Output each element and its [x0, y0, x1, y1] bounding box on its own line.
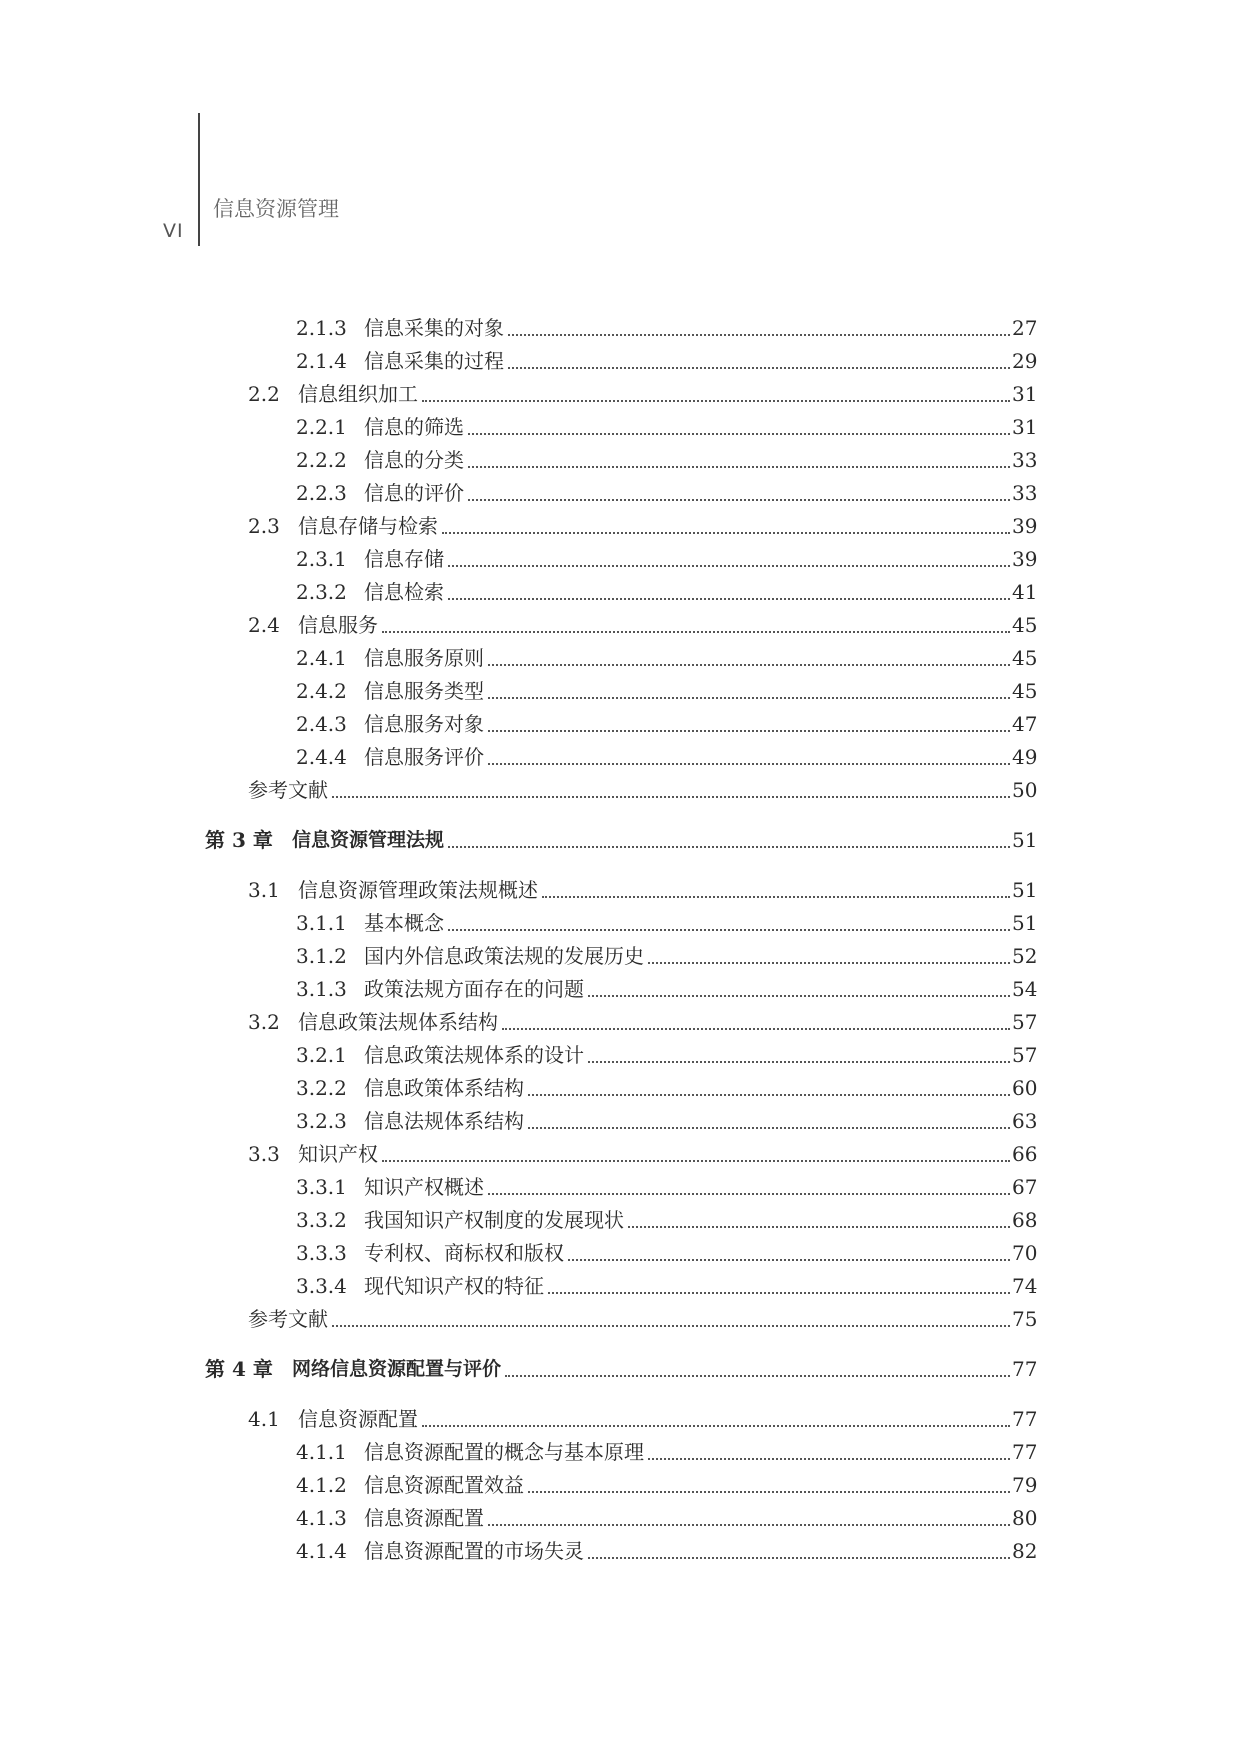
- toc-entry-label: [296, 543, 444, 576]
- toc-entry-page: 82: [1012, 1539, 1038, 1563]
- toc-entry-number: 4.1: [248, 1407, 280, 1431]
- toc-entry-title: 信息存储与检索: [298, 514, 438, 538]
- toc-entry-label: [248, 1138, 378, 1171]
- dot-leader: [528, 1490, 1010, 1493]
- toc-entry[interactable]: [0, 312, 1036, 345]
- toc-entry-number: 第 4 章: [205, 1357, 273, 1381]
- dot-leader: [568, 1258, 1010, 1261]
- toc-entry-number: 3.1.1: [296, 911, 347, 935]
- toc-entry-page: 63: [1012, 1109, 1038, 1133]
- toc-entry-number: 2.4.3: [296, 712, 347, 736]
- toc-entry-title: 信息的筛选: [364, 415, 464, 439]
- dot-leader: [588, 1556, 1010, 1559]
- dot-leader: [442, 531, 1010, 534]
- toc-entry-label: [248, 774, 328, 807]
- dot-leader: [382, 1159, 1010, 1162]
- toc-entry[interactable]: [0, 1006, 1036, 1039]
- toc-entry-page: 31: [1012, 415, 1038, 439]
- toc-entry-page: 39: [1012, 514, 1038, 538]
- header-divider: [198, 113, 200, 246]
- toc-entry-label: [296, 1072, 524, 1105]
- toc-entry-label: [296, 907, 444, 940]
- dot-leader: [588, 994, 1010, 997]
- toc-entry-number: 3.3.4: [296, 1274, 347, 1298]
- toc-entry-label: [205, 1353, 501, 1386]
- toc-entry-label: [296, 708, 484, 741]
- toc-entry-title: 信息服务类型: [364, 679, 484, 703]
- toc-entry[interactable]: [0, 1403, 1036, 1436]
- toc-entry[interactable]: [0, 477, 1036, 510]
- toc-entry-title: 信息资源管理法规: [292, 829, 445, 851]
- toc-entry-title: 信息法规体系结构: [364, 1109, 524, 1133]
- toc-entry-number: 2.3.1: [296, 547, 347, 571]
- toc-entry-label: [296, 1270, 544, 1303]
- toc-entry[interactable]: [0, 1502, 1036, 1535]
- toc-entry-number: 2.4.1: [296, 646, 347, 670]
- toc-entry-label: [296, 411, 464, 444]
- toc-entry-page: 45: [1012, 679, 1038, 703]
- dot-leader: [488, 729, 1010, 732]
- toc-entry[interactable]: [0, 510, 1036, 543]
- toc-entry-label: [296, 1469, 524, 1502]
- toc-entry-page: 29: [1012, 349, 1038, 373]
- dot-leader: [502, 1027, 1010, 1030]
- dot-leader: [548, 1291, 1010, 1294]
- dot-leader: [488, 1523, 1010, 1526]
- toc-entry-number: 3.3.1: [296, 1175, 347, 1199]
- toc-entry-page: 80: [1012, 1506, 1038, 1530]
- toc-entry-page: 39: [1012, 547, 1038, 571]
- toc-entry[interactable]: [0, 609, 1036, 642]
- dot-leader: [468, 465, 1010, 468]
- toc-entry[interactable]: [0, 1072, 1036, 1105]
- toc-entry-label: [248, 1006, 498, 1039]
- dot-leader: [508, 333, 1010, 336]
- toc-entry-label: [248, 1303, 328, 1336]
- toc-entry-number: 4.1.3: [296, 1506, 347, 1530]
- toc-entry[interactable]: [0, 378, 1036, 411]
- toc-entry-label: [296, 1039, 584, 1072]
- toc-entry-title: 信息资源配置的概念与基本原理: [364, 1440, 644, 1464]
- toc-entry[interactable]: [0, 741, 1036, 774]
- toc-entry-number: 第 3 章: [205, 828, 273, 852]
- toc-entry-label: [296, 444, 464, 477]
- toc-entry[interactable]: [0, 1204, 1036, 1237]
- toc-entry-label: [296, 312, 504, 345]
- toc-entry-title: 参考文献: [248, 1307, 328, 1331]
- toc-entry-title: 信息服务评价: [364, 745, 484, 769]
- dot-leader: [468, 432, 1010, 435]
- toc-entry-title: 基本概念: [364, 911, 444, 935]
- toc-entry-label: [296, 1535, 584, 1568]
- dot-leader: [528, 1093, 1010, 1096]
- toc-entry-label: [296, 1105, 524, 1138]
- toc-entry[interactable]: [0, 907, 1036, 940]
- toc-entry-number: 3.3.3: [296, 1241, 347, 1265]
- toc-entry[interactable]: [0, 444, 1036, 477]
- dot-leader: [448, 845, 1010, 848]
- toc-entry-page: 54: [1012, 977, 1038, 1001]
- toc-entry-title: 信息组织加工: [298, 382, 418, 406]
- toc-entry-title: 信息资源配置: [364, 1506, 484, 1530]
- toc-entry[interactable]: [0, 708, 1036, 741]
- toc-entry-number: 2.2.3: [296, 481, 347, 505]
- toc-chapter-entry[interactable]: [0, 1353, 1036, 1386]
- toc-entry[interactable]: [0, 1171, 1036, 1204]
- toc-entry-number: 4.1.4: [296, 1539, 347, 1563]
- toc-entry-title: 信息采集的对象: [364, 316, 504, 340]
- toc-entry-title: 信息服务对象: [364, 712, 484, 736]
- toc-entry-title: 信息政策法规体系结构: [298, 1010, 498, 1034]
- dot-leader: [332, 795, 1010, 798]
- toc-entry-label: [248, 874, 538, 907]
- dot-leader: [628, 1225, 1010, 1228]
- toc-entry[interactable]: [0, 1039, 1036, 1072]
- toc-entry-number: 3.3: [248, 1142, 280, 1166]
- toc-entry-page: 31: [1012, 382, 1038, 406]
- toc-entry-number: 3.2.3: [296, 1109, 347, 1133]
- toc-entry[interactable]: [0, 1436, 1036, 1469]
- toc-entry-title: 信息服务: [298, 613, 378, 637]
- toc-entry-page: 77: [1012, 1407, 1038, 1431]
- toc-entry-number: 3.1: [248, 878, 280, 902]
- toc-entry-label: [296, 477, 464, 510]
- toc-entry-title: 参考文献: [248, 778, 328, 802]
- toc-entry[interactable]: [0, 1535, 1036, 1568]
- toc-entry-title: 知识产权: [298, 1142, 378, 1166]
- toc-entry-number: 4.1.2: [296, 1473, 347, 1497]
- dot-leader: [448, 564, 1010, 567]
- toc-entry-number: 3.1.2: [296, 944, 347, 968]
- dot-leader: [488, 1192, 1010, 1195]
- toc-entry[interactable]: [0, 1138, 1036, 1171]
- toc-entry-title: 信息的分类: [364, 448, 464, 472]
- toc-entry-label: [248, 609, 378, 642]
- dot-leader: [422, 1424, 1010, 1427]
- toc-entry[interactable]: [0, 1270, 1036, 1303]
- toc-entry-number: 3.3.2: [296, 1208, 347, 1232]
- toc-entry-label: [296, 1171, 484, 1204]
- toc-entry[interactable]: [0, 345, 1036, 378]
- running-header: [0, 0, 1241, 260]
- dot-leader: [648, 961, 1010, 964]
- toc-entry-number: 2.4.2: [296, 679, 347, 703]
- toc-entry-label: [296, 642, 484, 675]
- toc-entry-label: [296, 576, 444, 609]
- toc-entry-number: 3.2.1: [296, 1043, 347, 1067]
- toc-entry-title: 我国知识产权制度的发展现状: [364, 1208, 624, 1232]
- toc-entry-page: 52: [1012, 944, 1038, 968]
- toc-entry-label: [296, 1204, 624, 1237]
- toc-entry[interactable]: [0, 1469, 1036, 1502]
- table-of-contents: [0, 312, 1241, 1568]
- toc-entry-title: 国内外信息政策法规的发展历史: [364, 944, 644, 968]
- toc-entry-title: 信息存储: [364, 547, 444, 571]
- toc-entry-page: 41: [1012, 580, 1038, 604]
- toc-entry[interactable]: [0, 1237, 1036, 1270]
- dot-leader: [528, 1126, 1010, 1129]
- toc-entry-page: 50: [1012, 778, 1038, 802]
- toc-entry-page: 27: [1012, 316, 1038, 340]
- toc-entry[interactable]: [0, 1303, 1036, 1336]
- toc-entry-number: 4.1.1: [296, 1440, 347, 1464]
- dot-leader: [448, 928, 1010, 931]
- toc-entry[interactable]: [0, 1105, 1036, 1138]
- toc-entry-page: 70: [1012, 1241, 1038, 1265]
- dot-leader: [382, 630, 1010, 633]
- toc-entry-page: 51: [1012, 911, 1038, 935]
- dot-leader: [332, 1324, 1010, 1327]
- toc-entry[interactable]: [0, 411, 1036, 444]
- toc-entry-label: [296, 973, 584, 1006]
- dot-leader: [588, 1060, 1010, 1063]
- toc-entry[interactable]: [0, 675, 1036, 708]
- toc-entry-title: 知识产权概述: [364, 1175, 484, 1199]
- toc-entry-title: 信息资源配置的市场失灵: [364, 1539, 584, 1563]
- dot-leader: [542, 895, 1010, 898]
- toc-entry-page: 47: [1012, 712, 1038, 736]
- toc-entry-title: 现代知识产权的特征: [364, 1274, 544, 1298]
- book-title: 信息资源管理: [213, 197, 339, 221]
- dot-leader: [468, 498, 1010, 501]
- toc-entry[interactable]: [0, 543, 1036, 576]
- toc-entry-number: 2.2.1: [296, 415, 347, 439]
- toc-entry-title: 网络信息资源配置与评价: [292, 1358, 502, 1380]
- toc-entry-number: 2.3.2: [296, 580, 347, 604]
- dot-leader: [648, 1457, 1010, 1460]
- toc-entry-page: 75: [1012, 1307, 1038, 1331]
- toc-entry-number: 2.2: [248, 382, 280, 406]
- toc-entry-page: 67: [1012, 1175, 1038, 1199]
- toc-entry-title: 信息政策法规体系的设计: [364, 1043, 584, 1067]
- toc-entry-page: 68: [1012, 1208, 1038, 1232]
- toc-entry-label: [248, 1403, 418, 1436]
- toc-entry-label: [296, 345, 504, 378]
- dot-leader: [422, 399, 1010, 402]
- dot-leader: [488, 762, 1010, 765]
- toc-entry-title: 政策法规方面存在的问题: [364, 977, 584, 1001]
- toc-entry-page: 60: [1012, 1076, 1038, 1100]
- toc-chapter-entry[interactable]: [0, 824, 1036, 857]
- toc-entry-number: 3.1.3: [296, 977, 347, 1001]
- toc-entry[interactable]: [0, 973, 1036, 1006]
- toc-entry-number: 2.1.4: [296, 349, 347, 373]
- toc-entry[interactable]: [0, 576, 1036, 609]
- toc-entry-label: [248, 378, 418, 411]
- toc-entry-page: 51: [1012, 828, 1038, 852]
- toc-entry[interactable]: [0, 642, 1036, 675]
- toc-entry-page: 45: [1012, 646, 1038, 670]
- toc-entry-number: 2.4: [248, 613, 280, 637]
- dot-leader: [488, 663, 1010, 666]
- toc-entry-label: [296, 741, 484, 774]
- toc-entry-page: 77: [1012, 1440, 1038, 1464]
- dot-leader: [488, 696, 1010, 699]
- toc-entry-title: 信息采集的过程: [364, 349, 504, 373]
- toc-entry-number: 2.3: [248, 514, 280, 538]
- toc-entry-label: [205, 824, 444, 857]
- toc-entry-number: 2.2.2: [296, 448, 347, 472]
- toc-entry[interactable]: [0, 774, 1036, 807]
- toc-entry-number: 2.4.4: [296, 745, 347, 769]
- page-number: VI: [163, 220, 184, 242]
- toc-entry-title: 信息资源配置: [298, 1407, 418, 1431]
- toc-entry-page: 57: [1012, 1010, 1038, 1034]
- toc-entry-label: [296, 940, 644, 973]
- toc-entry-title: 信息资源管理政策法规概述: [298, 878, 538, 902]
- toc-entry-page: 51: [1012, 878, 1038, 902]
- toc-entry-number: 3.2: [248, 1010, 280, 1034]
- toc-entry-label: [296, 1237, 564, 1270]
- toc-entry-title: 信息的评价: [364, 481, 464, 505]
- toc-entry-label: [296, 1502, 484, 1535]
- toc-entry-title: 信息政策体系结构: [364, 1076, 524, 1100]
- toc-entry-page: 57: [1012, 1043, 1038, 1067]
- toc-entry-page: 66: [1012, 1142, 1038, 1166]
- toc-entry-title: 信息服务原则: [364, 646, 484, 670]
- toc-entry-label: [296, 1436, 644, 1469]
- toc-entry-title: 信息资源配置效益: [364, 1473, 524, 1497]
- toc-entry-label: [248, 510, 438, 543]
- toc-entry[interactable]: [0, 940, 1036, 973]
- toc-entry-label: [296, 675, 484, 708]
- toc-entry-page: 33: [1012, 448, 1038, 472]
- dot-leader: [448, 597, 1010, 600]
- toc-entry-number: 3.2.2: [296, 1076, 347, 1100]
- toc-entry-page: 79: [1012, 1473, 1038, 1497]
- toc-entry-page: 45: [1012, 613, 1038, 637]
- toc-entry-title: 专利权、商标权和版权: [364, 1241, 564, 1265]
- toc-entry-page: 77: [1012, 1357, 1038, 1381]
- toc-entry[interactable]: [0, 874, 1036, 907]
- dot-leader: [508, 366, 1010, 369]
- dot-leader: [505, 1374, 1010, 1377]
- toc-entry-page: 33: [1012, 481, 1038, 505]
- toc-entry-title: 信息检索: [364, 580, 444, 604]
- toc-entry-page: 74: [1012, 1274, 1038, 1298]
- toc-entry-page: 49: [1012, 745, 1038, 769]
- toc-entry-number: 2.1.3: [296, 316, 347, 340]
